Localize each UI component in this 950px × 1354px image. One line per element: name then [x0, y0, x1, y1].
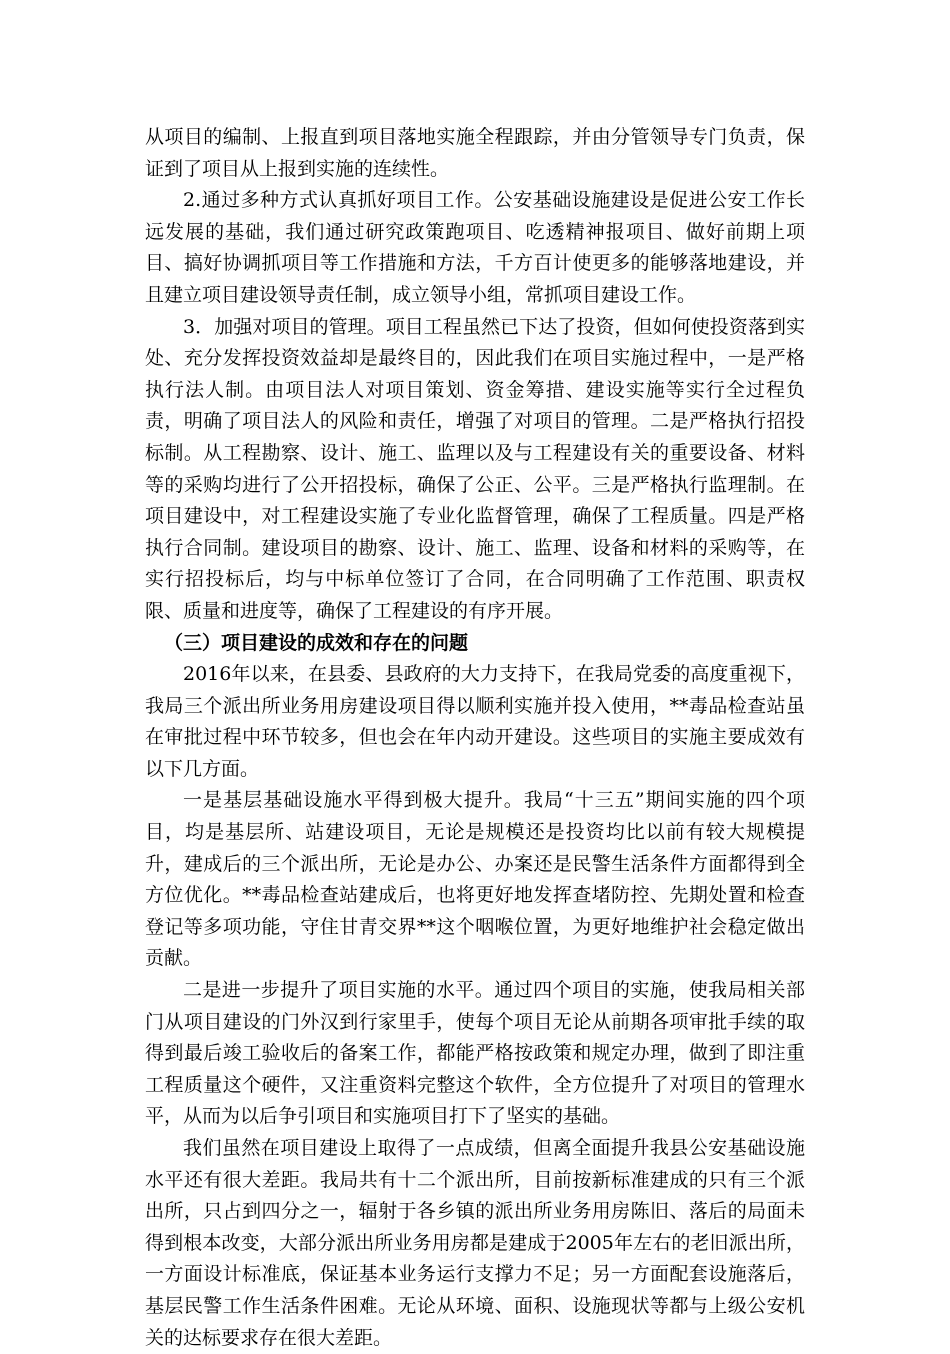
paragraph-second-achievement: 二是进一步提升了项目实施的水平。通过四个项目的实施，使我局相关部门从项目建设的门外汉到行家里手，使每个项目无论从前期各项审批手续的取得到最后竣工验收后的备案工作，都能严格按政策和规定办理，做到了即注重工程质量这个硬件，又注重资料完整这个软件，全方位提升了对项目的管理水平，从而为以后争引项目和实施项目打下了坚实的基础。 [145, 979, 805, 1128]
paragraph-item-3: 3．加强对项目的管理。项目工程虽然已下达了投资，但如何使投资落到实处、充分发挥投资效益却是最终目的，因此我们在项目实施过程中，一是严格执行法人制。由项目法人对项目策划、资金筹措、建设实施等实行全过程负责，明确了项目法人的风险和责任，增强了对项目的管理。二是严格执行招投标制。从工程勘察、设计、施工、监理以及与工程建设有关的重要设备、材料等的采购均进行了公开招投标，确保了公正、公平。三是严格执行监理制。在项目建设中，对工程建设实施了专业化监督管理，确保了工程质量。四是严格执行合同制。建设项目的勘察、设计、施工、监理、设备和材料的采购等，在实行招投标后，均与中标单位签订了合同，在合同明确了工作范围、职责权限、质量和进度等，确保了工程建设的有序开展。 [145, 315, 805, 622]
paragraph-continuation: 从项目的编制、上报直到项目落地实施全程跟踪，并由分管领导专门负责，保证到了项目从上报到实施的连续性。 [145, 126, 805, 180]
section-heading: （三）项目建设的成效和存在的问题 [164, 631, 469, 654]
paragraph-gap: 我们虽然在项目建设上取得了一点成绩，但离全面提升我县公安基础设施水平还有很大差距。我局共有十二个派出所，目前按新标准建成的只有三个派出所，只占到四分之一，辐射于各乡镇的派出所业务用房陈旧、落后的局面未得到根本改变，大部分派出所业务用房都是建成于2005年左右的老旧派出所，一方面设计标准底，保证基本业务运行支撑力不足；另一方面配套设施落后，基层民警工作生活条件困难。无论从环境、面积、设施现状等都与上级公安机关的达标要求存在很大差距。 [145, 1137, 805, 1349]
paragraph-2016: 2016年以来，在县委、县政府的大力支持下，在我局党委的高度重视下，我局三个派出所业务用房建设项目得以顺利实施并投入使用，**毒品检查站虽在审批过程中环节较多，但也会在年内动开建设。这些项目的实施主要成效有以下几方面。 [145, 663, 805, 780]
paragraph-first-achievement: 一是基层基础设施水平得到极大提升。我局“十三五”期间实施的四个项目，均是基层所、站建设项目，无论是规模还是投资均比以前有较大规模提升，建成后的三个派出所，无论是办公、办案还是民警生活条件方面都得到全方位优化。**毒品检查站建成后，也将更好地发挥查堵防控、先期处置和检查登记等多项功能，守住甘青交界**这个咽喉位置，为更好地维护社会稳定做出贡献。 [145, 789, 805, 970]
document-page [145, 122, 805, 1354]
paragraph-item-2: 2.通过多种方式认真抓好项目工作。公安基础设施建设是促进公安工作长远发展的基础，我们通过研究政策跑项目、吃透精神报项目、做好前期上项目、搞好协调抓项目等工作措施和方法，千方百计使更多的能够落地建设，并且建立项目建设领导责任制，成立领导小组，常抓项目建设工作。 [145, 189, 805, 306]
